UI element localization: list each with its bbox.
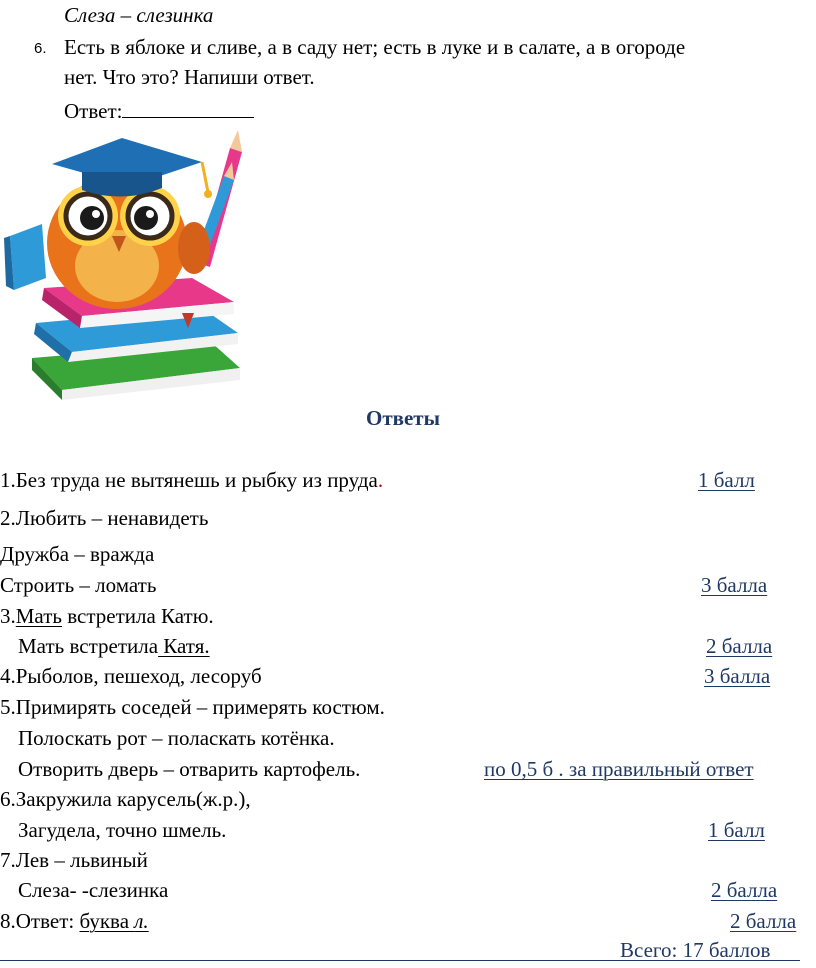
answer-2-score: 3 балла bbox=[701, 573, 768, 597]
answer-blank-line bbox=[122, 97, 254, 118]
answers-heading: Ответы bbox=[366, 406, 441, 430]
answer-5-line-3: Отворить дверь – отварить картофель. bbox=[18, 757, 361, 781]
answer-8-word: буква bbox=[79, 909, 135, 933]
answer-3-rest: встретила Катю. bbox=[61, 604, 214, 628]
answer-3-prefix: 3. bbox=[0, 604, 16, 628]
answer-7-line-2: Слеза- -слезинка bbox=[18, 878, 169, 902]
task-number: 6. bbox=[34, 40, 47, 57]
answer-3-subject: Мать bbox=[15, 604, 62, 628]
task-question-line-2: нет. Что это? Напиши ответ. bbox=[64, 65, 315, 89]
task-question-line-1: Есть в яблоке и сливе, а в саду нет; есть в луке и в салате, а в огороде bbox=[64, 35, 686, 59]
answer-3-line-2-subject: Катя. bbox=[158, 634, 210, 658]
answer-3-score: 2 балла bbox=[706, 634, 773, 658]
answer-6-line-1: 6.Закружила карусель(ж.р.), bbox=[0, 787, 251, 811]
answer-8-label: 8.Ответ: bbox=[0, 909, 80, 933]
answer-3-line-1 bbox=[0, 604, 214, 628]
answer-3-line-2-text: Мать встретила bbox=[18, 634, 159, 658]
answer-7-score: 2 балла bbox=[711, 878, 778, 902]
answer-2-line-2: Дружба – вражда bbox=[0, 542, 155, 566]
answer-1-dot: . bbox=[377, 468, 384, 492]
answer-2-line-1: 2.Любить – ненавидеть bbox=[0, 506, 209, 530]
answer-8-score: 2 балла bbox=[730, 909, 797, 933]
total-score: Всего: 17 баллов bbox=[620, 938, 771, 962]
answer-5-line-1: 5.Примирять соседей – примерять костюм. bbox=[0, 695, 385, 719]
total-underline bbox=[0, 960, 800, 961]
answer-4: 4.Рыболов, пешеход, лесоруб bbox=[0, 664, 262, 688]
answer-6-line-2: Загудела, точно шмель. bbox=[18, 818, 227, 842]
answer-2-line-3: Строить – ломать bbox=[0, 573, 157, 597]
answer-5-line-2: Полоскать рот – поласкать котёнка. bbox=[18, 726, 335, 750]
answer-8 bbox=[0, 909, 149, 933]
owl-books-illustration bbox=[2, 128, 252, 400]
answer-6-score: 1 балл bbox=[708, 818, 765, 842]
answer-7-line-1: 7.Лев – львиный bbox=[0, 848, 148, 872]
answer-1-score: 1 балл bbox=[698, 468, 755, 492]
answer-1-text: 1.Без труда не вытянешь и рыбку из пруда bbox=[0, 468, 378, 492]
answer-1 bbox=[0, 468, 383, 492]
answer-5-score: по 0,5 б . за правильный ответ bbox=[484, 757, 754, 781]
answer-label: Ответ: bbox=[64, 99, 123, 123]
answer-8-value bbox=[79, 909, 148, 933]
answer-4-score: 3 балла bbox=[704, 664, 771, 688]
previous-answer-word: Слеза – слезинка bbox=[64, 3, 214, 27]
answer-8-letter: л. bbox=[134, 909, 149, 933]
answer-row bbox=[64, 97, 254, 123]
answer-3-line-2 bbox=[18, 634, 210, 658]
